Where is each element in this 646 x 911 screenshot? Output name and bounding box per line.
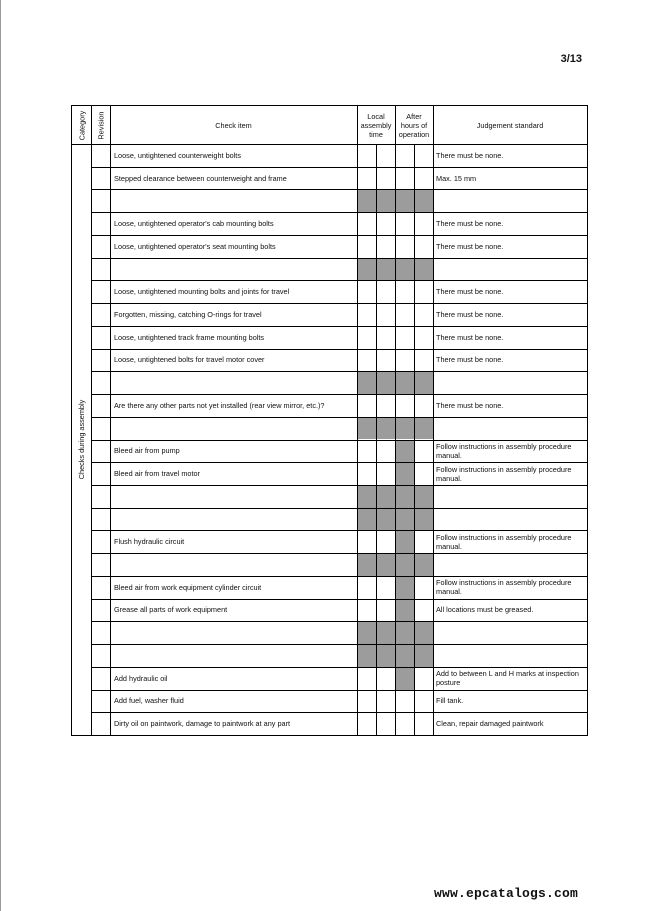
grid-line: [91, 621, 587, 622]
check-item-text: Loose, untightened track frame mounting bolts: [114, 332, 265, 342]
grid-line: [110, 106, 111, 735]
judgement-standard-text: Fill tank.: [436, 696, 464, 706]
check-item-text: Are there any other parts not yet installed (rear view mirror, etc.)?: [114, 400, 325, 410]
check-item-text: Loose, untightened mounting bolts and joints for travel: [114, 287, 290, 297]
grid-line: [91, 235, 587, 236]
page-left-edge: [0, 0, 1, 911]
grid-line: [91, 258, 587, 259]
judgement-standard-text: There must be none.: [436, 219, 504, 229]
check-item-text: Bleed air from pump: [114, 446, 180, 456]
grid-line: [91, 667, 587, 668]
check-item-text: Flush hydraulic circuit: [114, 537, 185, 547]
judgement-standard-text: There must be none.: [436, 355, 504, 365]
grid-line: [91, 576, 587, 577]
grid-line: [91, 371, 587, 372]
judgement-standard-text: There must be none.: [436, 150, 504, 160]
shaded-cell: [357, 189, 376, 212]
judgement-standard-text: [436, 417, 584, 440]
shaded-cell: [395, 371, 414, 394]
shaded-cell: [414, 485, 433, 508]
shaded-cell: [357, 644, 376, 667]
check-item-text: Loose, untightened operator's cab mounting bolts: [114, 219, 274, 229]
shaded-cell: [376, 621, 395, 644]
shaded-cell: [376, 371, 395, 394]
shaded-cell: [357, 508, 376, 531]
judgement-standard-text: [436, 621, 584, 644]
check-item-text: Grease all parts of work equipment: [114, 605, 228, 615]
judgement-standard-text: There must be none.: [436, 287, 504, 297]
judgement-standard-text: All locations must be greased.: [436, 605, 534, 615]
shaded-cell: [395, 462, 414, 485]
shaded-cell: [357, 553, 376, 576]
shaded-cell: [376, 258, 395, 281]
grid-line: [91, 690, 587, 691]
shaded-cell: [414, 258, 433, 281]
check-item-text: Loose, untightened bolts for travel motor cover: [114, 355, 265, 365]
shaded-cell: [395, 485, 414, 508]
judgement-standard-text: [436, 485, 584, 508]
check-item-text: [114, 485, 355, 508]
shaded-cell: [395, 644, 414, 667]
grid-line: [91, 599, 587, 600]
header-after-hours: After hours of operation: [398, 111, 430, 139]
shaded-cell: [395, 417, 414, 440]
category-label: Checks during assembly: [77, 399, 86, 480]
grid-line: [91, 394, 587, 395]
grid-line: [91, 508, 587, 509]
shaded-cell: [395, 576, 414, 599]
header-local-assembly-time: Local assembly time: [360, 111, 392, 139]
check-item-text: Add fuel, washer fluid: [114, 696, 184, 706]
check-item-text: [114, 644, 355, 667]
judgement-standard-text: [436, 258, 584, 281]
judgement-standard-text: Add to between L and H marks at inspection posture: [436, 669, 579, 688]
judgement-standard-text: Follow instructions in assembly procedure manual.: [436, 578, 572, 597]
shaded-cell: [395, 508, 414, 531]
shaded-cell: [414, 553, 433, 576]
shaded-cell: [395, 258, 414, 281]
check-item-text: [114, 553, 355, 576]
check-item-text: Dirty oil on paintwork, damage to paintwork at any part: [114, 719, 291, 729]
page-number: 3/13: [560, 53, 582, 65]
grid-line: [91, 212, 587, 213]
header-category: Category: [77, 110, 86, 140]
grid-line: [91, 417, 587, 418]
shaded-cell: [395, 621, 414, 644]
shaded-cell: [357, 485, 376, 508]
judgement-standard-text: Follow instructions in assembly procedure manual.: [436, 441, 572, 460]
check-item-text: Forgotten, missing, catching O-rings for travel: [114, 309, 262, 319]
judgement-standard-text: Clean, repair damaged paintwork: [436, 719, 544, 729]
grid-line: [91, 303, 587, 304]
judgement-standard-text: [436, 553, 584, 576]
grid-line: [72, 144, 587, 145]
grid-line: [91, 712, 587, 713]
judgement-standard-text: [436, 371, 584, 394]
judgement-standard-text: Follow instructions in assembly procedure manual.: [436, 532, 572, 551]
shaded-cell: [414, 189, 433, 212]
check-item-text: [114, 508, 355, 531]
grid-line: [357, 106, 358, 735]
grid-line: [91, 167, 587, 168]
grid-line: [91, 644, 587, 645]
check-item-text: [114, 417, 355, 440]
inspection-table: [71, 105, 588, 736]
shaded-cell: [395, 530, 414, 553]
check-item-text: Loose, untightened operator's seat mounting bolts: [114, 241, 276, 251]
shaded-cell: [395, 599, 414, 622]
header-check-item: Check item: [215, 120, 252, 130]
check-item-text: [114, 371, 355, 394]
grid-line: [91, 326, 587, 327]
judgement-standard-text: [436, 508, 584, 531]
judgement-standard-text: There must be none.: [436, 309, 504, 319]
check-item-text: Bleed air from work equipment cylinder circuit: [114, 582, 262, 592]
shaded-cell: [414, 644, 433, 667]
shaded-cell: [414, 371, 433, 394]
judgement-standard-text: Max. 15 mm: [436, 173, 477, 183]
shaded-cell: [376, 644, 395, 667]
check-item-text: Add hydraulic oil: [114, 673, 168, 683]
judgement-standard-text: [436, 189, 584, 212]
header-revision: Revision: [96, 111, 105, 139]
shaded-cell: [414, 621, 433, 644]
shaded-cell: [357, 417, 376, 440]
check-item-text: [114, 189, 355, 212]
grid-line: [91, 553, 587, 554]
check-item-text: [114, 258, 355, 281]
shaded-cell: [395, 440, 414, 463]
judgement-standard-text: There must be none.: [436, 241, 504, 251]
shaded-cell: [357, 621, 376, 644]
grid-line: [91, 106, 92, 735]
grid-line: [395, 106, 396, 735]
check-item-text: [114, 621, 355, 644]
shaded-cell: [414, 508, 433, 531]
shaded-cell: [376, 417, 395, 440]
shaded-cell: [376, 553, 395, 576]
judgement-standard-text: There must be none.: [436, 400, 504, 410]
grid-line: [433, 106, 434, 735]
shaded-cell: [376, 189, 395, 212]
judgement-standard-text: Follow instructions in assembly procedure manual.: [436, 464, 572, 483]
shaded-cell: [414, 417, 433, 440]
check-item-text: Stepped clearance between counterweight and frame: [114, 173, 287, 183]
shaded-cell: [395, 667, 414, 690]
shaded-cell: [376, 508, 395, 531]
grid-line: [91, 440, 587, 441]
grid-line: [91, 485, 587, 486]
shaded-cell: [357, 258, 376, 281]
shaded-cell: [357, 371, 376, 394]
grid-line: [91, 349, 587, 350]
shaded-cell: [376, 485, 395, 508]
header-judgement-standard: Judgement standard: [476, 120, 544, 130]
shaded-cell: [395, 553, 414, 576]
check-item-text: Bleed air from travel motor: [114, 469, 200, 479]
shaded-cell: [395, 189, 414, 212]
grid-line: [91, 280, 587, 281]
grid-line: [91, 530, 587, 531]
judgement-standard-text: There must be none.: [436, 332, 504, 342]
grid-line: [91, 189, 587, 190]
watermark: www.epcatalogs.com: [434, 886, 579, 901]
grid-line: [91, 462, 587, 463]
check-item-text: Loose, untightened counterweight bolts: [114, 150, 241, 160]
judgement-standard-text: [436, 644, 584, 667]
